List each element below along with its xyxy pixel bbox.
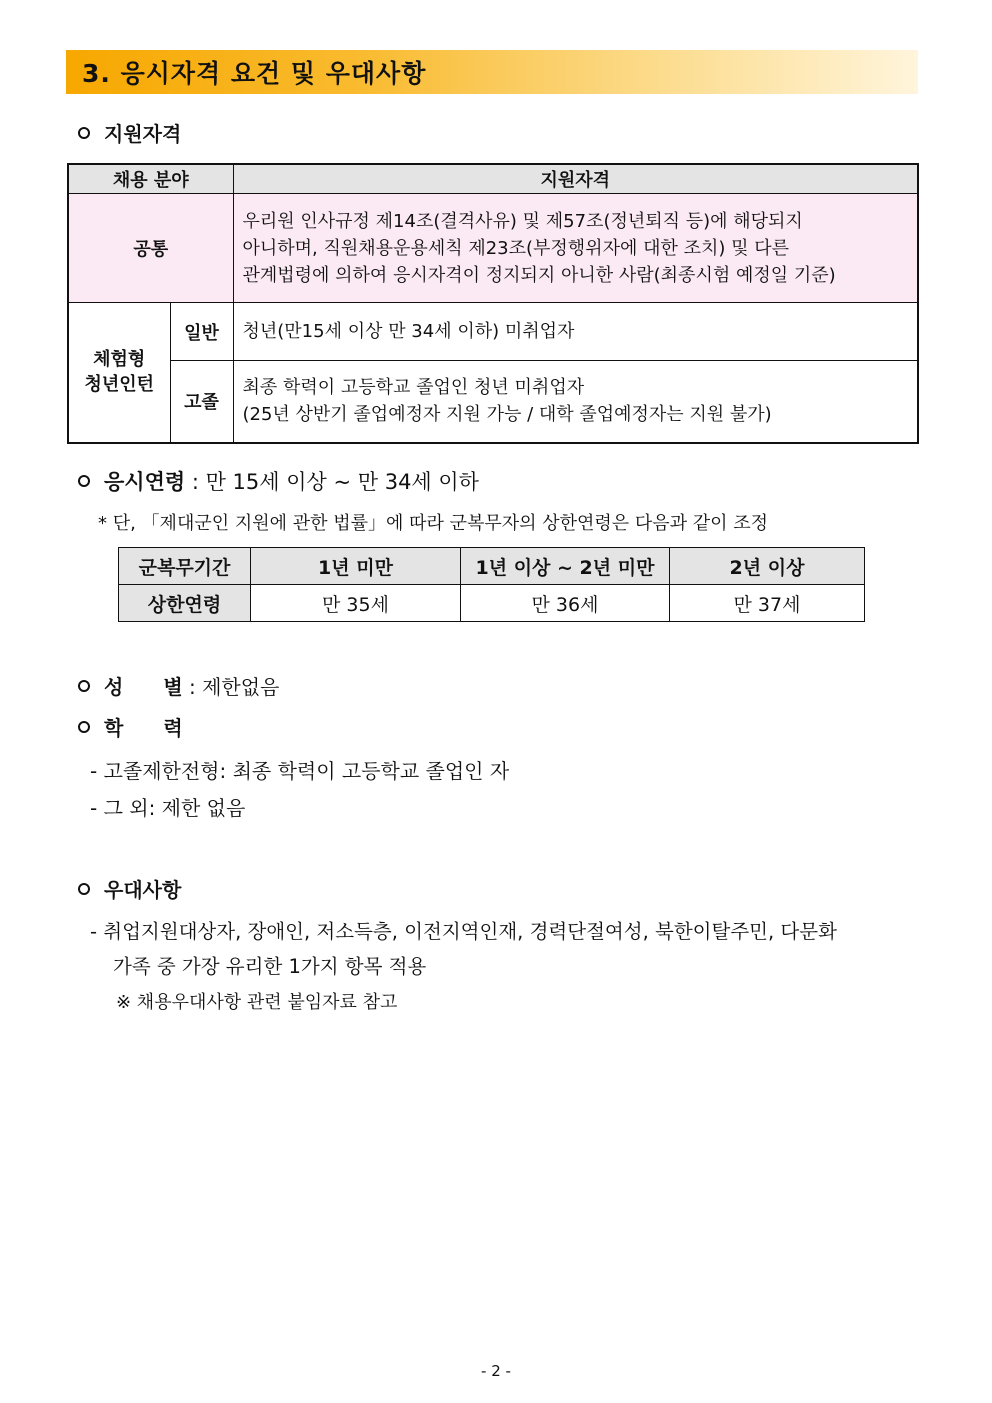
gender-heading: 성 별 : 제한없음 [78,671,279,700]
qualification-table [67,163,919,444]
preference-line: 가족 중 가장 유리한 1가지 항목 적용 [113,955,427,978]
age-value: : 만 15세 이상 ~ 만 34세 이하 [185,470,479,494]
circle-bullet-icon [78,883,90,895]
preference-heading: 우대사항 [78,874,181,903]
age-heading: 응시연령 : 만 15세 이상 ~ 만 34세 이하 [78,466,479,496]
table-header-row [68,164,918,194]
highschool-text: 최종 학력이 고등학교 졸업인 청년 미취업자 (25년 상반기 졸업예정자 지원 가능 / 대학 졸업예정자는 지원 불가) [233,361,918,443]
table-header-row: 군복무기간 1년 미만 1년 이상 ~ 2년 미만 2년 이상 [119,548,865,585]
qualification-heading: 지원자격 [78,118,181,147]
section-title: 3. 응시자격 요건 및 우대사항 [66,50,918,94]
table-row-highschool [68,361,918,443]
education-heading: 학 력 [78,712,183,741]
circle-bullet-icon [78,680,90,692]
preference-note: ※ 채용우대사항 관련 붙임자료 참고 [116,992,398,1013]
education-item: - 그 외: 제한 없음 [90,796,246,820]
age-note: * 단, 「제대군인 지원에 관한 법률」에 따라 군복무자의 상한연령은 다음과 같이 조정 [98,513,769,534]
table-row: 상한연령 만 35세 만 36세 만 37세 [119,585,865,622]
education-item: - 고졸제한전형: 최종 학력이 고등학교 졸업인 자 [90,759,510,783]
table-row-common [68,194,918,303]
general-label: 일반 [170,303,233,361]
circle-bullet-icon [78,475,90,487]
table-row-general [68,303,918,361]
page-number: - 2 - [481,1362,511,1380]
military-age-table [118,547,865,622]
intern-label: 체험형 청년인턴 [68,303,170,443]
header-field: 채용 분야 [68,164,233,194]
circle-bullet-icon [78,721,90,733]
highschool-label: 고졸 [170,361,233,443]
common-text: 우리원 인사규정 제14조(결격사유) 및 제57조(정년퇴직 등)에 해당되지 아니하며, 직원채용운용세칙 제23조(부정행위자에 대한 조치) 및 다른 관계법령에 의하여 응시자격이 정지되지 아니한 사람(최종시험 예정일 기준) [233,194,918,303]
circle-bullet-icon [78,127,90,139]
header-qualification: 지원자격 [233,164,918,194]
general-text: 청년(만15세 이상 만 34세 이하) 미취업자 [233,303,918,361]
gender-value: : 제한없음 [182,675,280,699]
preference-line: - 취업지원대상자, 장애인, 저소득층, 이전지역인재, 경력단절여성, 북한이탈주민, 다문화 [90,920,837,943]
common-label: 공통 [68,194,233,303]
